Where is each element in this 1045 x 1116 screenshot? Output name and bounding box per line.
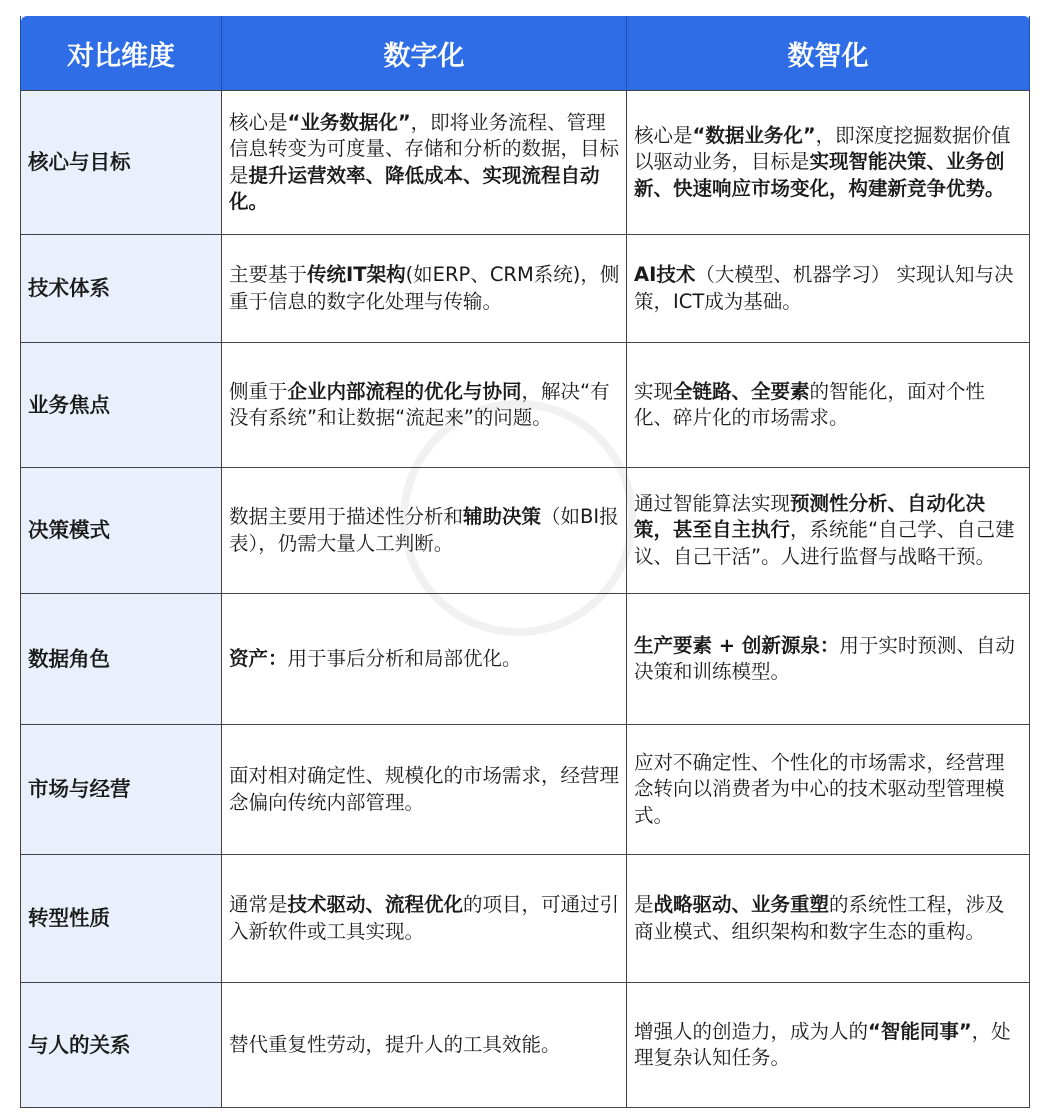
text-segment: 的项目，可通过引入新软件或工具实现。 <box>229 893 620 943</box>
digital-cell <box>222 855 627 983</box>
table-row <box>21 725 1030 855</box>
table-row <box>21 983 1030 1108</box>
text-segment: （大模型、机器学习） 实现认知与决策，ICT成为基础。 <box>634 263 1014 313</box>
digital-cell <box>222 468 627 594</box>
digital-cell <box>222 594 627 725</box>
table-row <box>21 468 1030 594</box>
text-segment: 用于实时预测、自动决策和训练模型。 <box>634 633 1015 683</box>
digital-cell <box>222 983 627 1108</box>
dimension-cell: 与人的关系 <box>21 983 222 1108</box>
intelligent-cell <box>627 983 1030 1108</box>
text-segment: 的系统性工程，涉及商业模式、组织架构和数字生态的重构。 <box>634 893 1005 943</box>
text-segment: 替代重复性劳动，提升人的工具效能。 <box>229 1032 561 1056</box>
table-row <box>21 855 1030 983</box>
text-segment: 应对不确定性、个性化的市场需求，经营理念转向以消费者为中心的技术驱动型管理模式。 <box>634 750 1005 827</box>
text-segment: ，系统能“自己学、自己建议、自己干活”。人进行监督与战略干预。 <box>634 518 1015 568</box>
header-dimension: 对比维度 <box>21 16 222 91</box>
text-segment: 增强人的创造力，成为人的 <box>634 1019 869 1043</box>
dimension-cell: 业务焦点 <box>21 343 222 468</box>
text-segment: 通常是 <box>229 893 288 916</box>
text-segment: 面对相对确定性、规模化的市场需求，经营理念偏向传统内部管理。 <box>229 764 620 814</box>
text-segment: 主要基于 <box>229 263 308 286</box>
table-row <box>21 91 1030 235</box>
header-intelligent: 数智化 <box>627 16 1030 91</box>
text-segment: ，处理复杂认知任务。 <box>634 1019 1011 1069</box>
table-row <box>21 343 1030 468</box>
intelligent-cell <box>627 594 1030 725</box>
dimension-cell: 数据角色 <box>21 594 222 725</box>
text-segment: ，解决“有没有系统”和让数据“流起来”的问题。 <box>229 379 610 429</box>
header-digital: 数字化 <box>222 16 627 91</box>
bold-text: 传统IT架构 <box>307 263 406 286</box>
bold-text: “数据业务化” <box>692 123 816 147</box>
dimension-cell: 技术体系 <box>21 235 222 343</box>
text-segment: ，即深度挖掘数据价值以驱动业务，目标是 <box>634 123 1011 174</box>
text-segment: 通过智能算法实现 <box>634 491 791 515</box>
dimension-cell: 转型性质 <box>21 855 222 983</box>
bold-text: 提升运营效率、降低成本、实现流程自动化。 <box>229 163 600 213</box>
intelligent-cell <box>627 468 1030 594</box>
bold-text: “智能同事” <box>868 1019 972 1043</box>
bold-text: AI技术 <box>634 263 696 286</box>
dimension-cell: 决策模式 <box>21 468 222 594</box>
digital-cell <box>222 725 627 855</box>
header-row <box>21 16 1030 91</box>
text-segment: 核心是 <box>229 110 288 134</box>
text-segment: 的智能化，面对个性化、碎片化的市场需求。 <box>634 379 986 429</box>
text-segment: ，即将业务流程、管理信息转变为可度量、存储和分析的数据，目标是 <box>229 110 620 187</box>
dimension-cell: 核心与目标 <box>21 91 222 235</box>
bold-text: “业务数据化” <box>287 110 411 134</box>
intelligent-cell <box>627 855 1030 983</box>
bold-text: 资产： <box>229 646 288 670</box>
table-row <box>21 235 1030 343</box>
bold-text: 战略驱动、业务重塑 <box>653 893 830 916</box>
text-segment: （如BI报表），仍需大量人工判断。 <box>229 505 619 555</box>
bold-text: 辅助决策 <box>463 505 542 528</box>
intelligent-cell <box>627 725 1030 855</box>
text-segment: 是 <box>634 893 654 916</box>
intelligent-cell <box>627 343 1030 468</box>
bold-text: 全链路、全要素 <box>673 379 810 403</box>
table-row <box>21 594 1030 725</box>
comparison-table <box>20 16 1030 1108</box>
digital-cell <box>222 343 627 468</box>
bold-text: 企业内部流程的优化与协同 <box>287 379 522 403</box>
intelligent-cell <box>627 235 1030 343</box>
text-segment: 数据主要用于描述性分析和 <box>229 505 464 528</box>
dimension-cell: 市场与经营 <box>21 725 222 855</box>
digital-cell <box>222 91 627 235</box>
text-segment: (如ERP、CRM系统)，侧重于信息的数字化处理与传输。 <box>229 263 620 313</box>
text-segment: 实现 <box>634 379 674 403</box>
bold-text: 生产要素 + 创新源泉： <box>634 633 840 657</box>
text-segment: 用于事后分析和局部优化。 <box>287 646 522 670</box>
bold-text: 实现智能决策、业务创新、快速响应市场变化，构建新竞争优势。 <box>634 150 1005 200</box>
bold-text: 技术驱动、流程优化 <box>287 893 464 916</box>
text-segment: 核心是 <box>634 123 693 147</box>
intelligent-cell <box>627 91 1030 235</box>
bold-text: 预测性分析、自动化决策，甚至自主执行 <box>634 491 986 542</box>
text-segment: 侧重于 <box>229 379 288 403</box>
digital-cell <box>222 235 627 343</box>
